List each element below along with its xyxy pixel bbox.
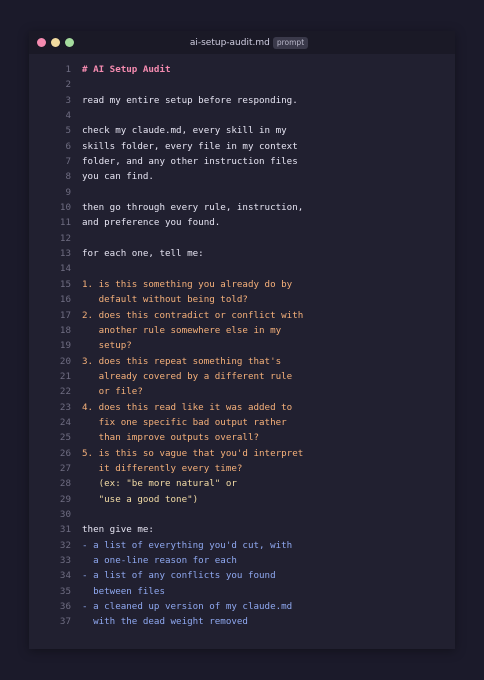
- line-text: fix one specific bad output rather: [82, 416, 287, 428]
- line-text: 5. is this so vague that you'd interpret: [82, 447, 304, 459]
- line-text: with the dead weight removed: [82, 616, 248, 628]
- line-number: 16: [59, 294, 71, 306]
- code-line: [29, 492, 455, 507]
- line-text: 2. does this contradict or conflict with: [82, 309, 304, 321]
- code-line: [29, 123, 455, 138]
- code-line: [29, 108, 455, 123]
- code-line: [29, 446, 455, 461]
- code-line: [29, 461, 455, 476]
- line-number: 15: [59, 278, 71, 290]
- line-number: 34: [59, 570, 71, 582]
- line-text: a one-line reason for each: [82, 555, 237, 566]
- code-line: [29, 323, 455, 338]
- code-line: [29, 154, 455, 169]
- line-number: 8: [65, 171, 71, 183]
- line-number: 33: [59, 555, 71, 566]
- line-number: 26: [59, 447, 71, 459]
- code-line: [29, 169, 455, 184]
- line-text: check my claude.md, every skill in my: [82, 125, 287, 137]
- line-text: for each one, tell me:: [82, 248, 204, 260]
- code-line: [29, 308, 455, 323]
- line-text: 3. does this repeat something that's: [82, 355, 282, 367]
- editor-window: [29, 31, 455, 649]
- code-line: [29, 415, 455, 430]
- code-line: [29, 93, 455, 108]
- code-line: [29, 522, 455, 537]
- window-title-group: [29, 31, 455, 54]
- title-bar: [29, 31, 455, 54]
- line-number: 10: [59, 202, 71, 214]
- code-line: [29, 200, 455, 215]
- code-line: [29, 369, 455, 384]
- code-line: [29, 185, 455, 200]
- code-line: [29, 384, 455, 399]
- line-text: than improve outputs overall?: [82, 432, 260, 444]
- line-text: then go through every rule, instruction,: [82, 202, 304, 214]
- code-line: [29, 430, 455, 445]
- line-text: skills folder, every file in my context: [82, 140, 298, 152]
- code-line: [29, 277, 455, 292]
- code-line: [29, 568, 455, 583]
- code-line: [29, 62, 455, 77]
- line-text: default without being told?: [82, 294, 248, 306]
- line-number: 27: [59, 462, 71, 474]
- line-text: 1. is this something you already do by: [82, 278, 293, 290]
- code-line: [29, 139, 455, 154]
- file-name: ai-setup-audit.md: [189, 37, 270, 48]
- line-number: 5: [65, 125, 71, 137]
- code-line: [29, 215, 455, 230]
- line-text: 4. does this read like it was added to: [82, 401, 293, 413]
- line-text: - a cleaned up version of my claude.md: [82, 601, 293, 613]
- line-number: 13: [59, 248, 71, 260]
- line-text: between files: [82, 585, 165, 597]
- line-text: read my entire setup before responding.: [82, 94, 298, 106]
- line-number: 12: [59, 232, 71, 244]
- line-number: 30: [59, 508, 71, 520]
- code-line: [29, 261, 455, 276]
- line-text: folder, and any other instruction files: [82, 156, 298, 168]
- code-line: [29, 77, 455, 92]
- line-text: then give me:: [82, 524, 154, 536]
- line-text: already covered by a different rule: [82, 370, 293, 382]
- line-number: 2: [65, 79, 71, 91]
- line-number: 14: [59, 263, 71, 275]
- line-text: you can find.: [82, 171, 154, 183]
- line-number: 18: [59, 324, 71, 336]
- line-text: another rule somewhere else in my: [82, 324, 282, 336]
- code-line: [29, 246, 455, 261]
- code-line: [29, 553, 455, 568]
- line-number: 3: [65, 94, 71, 106]
- code-line: [29, 584, 455, 599]
- code-line: [29, 614, 455, 629]
- code-line: [29, 231, 455, 246]
- line-number: 9: [65, 186, 71, 198]
- line-text: (ex: "be more natural" or: [82, 478, 237, 490]
- line-number: 17: [59, 309, 71, 321]
- line-text: and preference you found.: [82, 217, 221, 229]
- line-number: 7: [65, 156, 71, 168]
- line-text: - a list of everything you'd cut, with: [82, 539, 293, 551]
- line-number: 21: [59, 370, 71, 382]
- file-type-badge: prompt: [273, 37, 308, 49]
- line-text: or file?: [82, 386, 143, 398]
- line-number: 23: [59, 401, 71, 413]
- line-text: "use a good tone"): [82, 493, 199, 505]
- line-number: 20: [59, 355, 71, 367]
- line-number: 37: [59, 616, 71, 628]
- line-number: 25: [59, 432, 71, 444]
- line-number: 32: [59, 539, 71, 551]
- code-line: [29, 476, 455, 491]
- line-number: 24: [59, 416, 71, 428]
- line-text: # AI Setup Audit: [82, 64, 171, 75]
- line-number: 35: [59, 585, 71, 597]
- line-number: 4: [65, 110, 71, 122]
- code-line: [29, 292, 455, 307]
- line-number: 19: [59, 340, 71, 352]
- line-number: 31: [59, 524, 71, 536]
- code-line: [29, 507, 455, 522]
- line-number: 11: [59, 217, 71, 229]
- line-number: 6: [65, 140, 71, 152]
- code-line: [29, 338, 455, 353]
- line-number: 22: [59, 386, 71, 398]
- code-line: [29, 599, 455, 614]
- line-number: 28: [59, 478, 71, 490]
- line-text: - a list of any conflicts you found: [82, 570, 276, 582]
- code-line: [29, 400, 455, 415]
- code-editor[interactable]: [29, 62, 455, 630]
- code-line: [29, 538, 455, 553]
- line-number: 29: [59, 493, 71, 505]
- line-number: 36: [59, 601, 71, 613]
- line-text: it differently every time?: [82, 462, 243, 474]
- line-number: 1: [65, 64, 71, 75]
- code-line: [29, 354, 455, 369]
- line-text: setup?: [82, 340, 132, 352]
